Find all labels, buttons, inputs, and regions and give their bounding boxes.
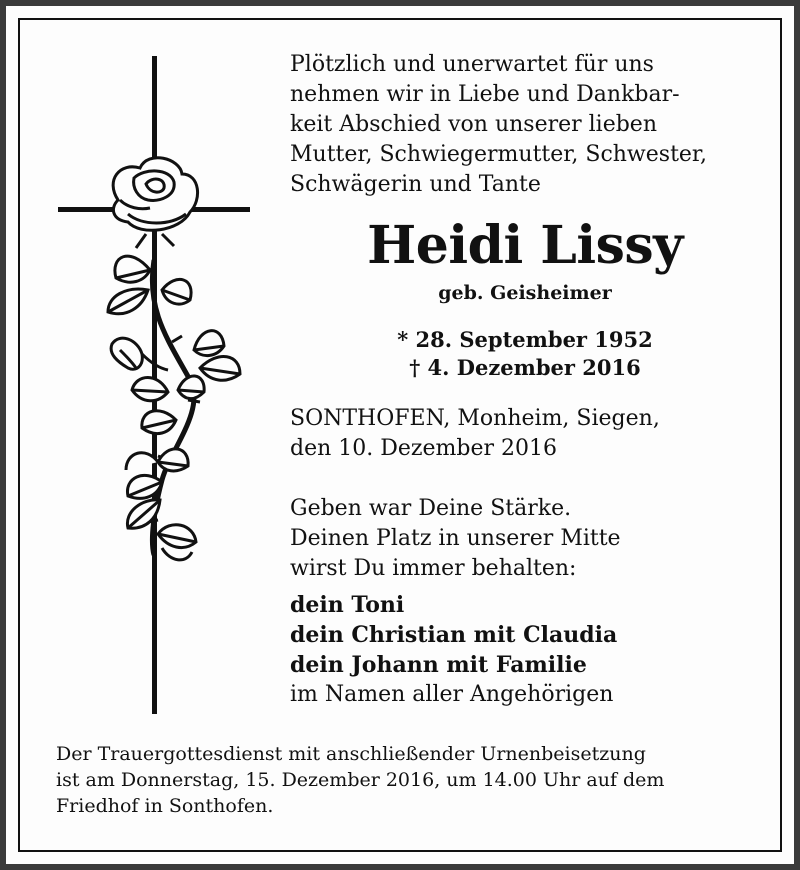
verse-line: wirst Du immer behalten:	[290, 556, 577, 581]
cross-with-rose-icon	[50, 50, 250, 715]
funeral-notice	[56, 741, 756, 819]
funeral-line: Friedhof in Sonthofen.	[56, 795, 274, 817]
verse-line: Geben war Deine Stärke.	[290, 496, 572, 521]
place-line: SONTHOFEN, Monheim, Siegen,	[290, 406, 660, 431]
mourners-list	[290, 590, 760, 710]
intro-line: keit Abschied von unserer lieben	[290, 112, 657, 137]
mourner: dein Toni	[290, 592, 405, 618]
intro-text	[290, 50, 760, 200]
intro-line: Mutter, Schwiegermutter, Schwester,	[290, 142, 708, 167]
mourners-closing: im Namen aller Angehörigen	[290, 682, 614, 707]
place-and-date	[290, 404, 760, 464]
main-text-column	[290, 50, 760, 710]
intro-line: Schwägerin und Tante	[290, 172, 541, 197]
funeral-line: Der Trauergottesdienst mit anschließender Urnenbeisetzung	[56, 743, 646, 765]
date-line: den 10. Dezember 2016	[290, 436, 557, 461]
intro-line: nehmen wir in Liebe und Dankbar-	[290, 82, 680, 107]
death-date: † 4. Dezember 2016	[409, 355, 641, 380]
mourner: dein Christian mit Claudia	[290, 622, 618, 648]
funeral-line: ist am Donnerstag, 15. Dezember 2016, um 14.00 Uhr auf dem	[56, 769, 665, 791]
birth-date: * 28. September 1952	[397, 327, 653, 352]
mourner: dein Johann mit Familie	[290, 652, 587, 678]
obituary-notice	[6, 6, 794, 864]
life-dates	[290, 326, 760, 382]
verse-line: Deinen Platz in unserer Mitte	[290, 526, 621, 551]
verse	[290, 494, 760, 584]
deceased-name: Heidi Lissy	[367, 215, 683, 276]
maiden-name: geb. Geisheimer	[438, 282, 612, 304]
intro-line: Plötzlich und unerwartet für uns	[290, 52, 654, 77]
